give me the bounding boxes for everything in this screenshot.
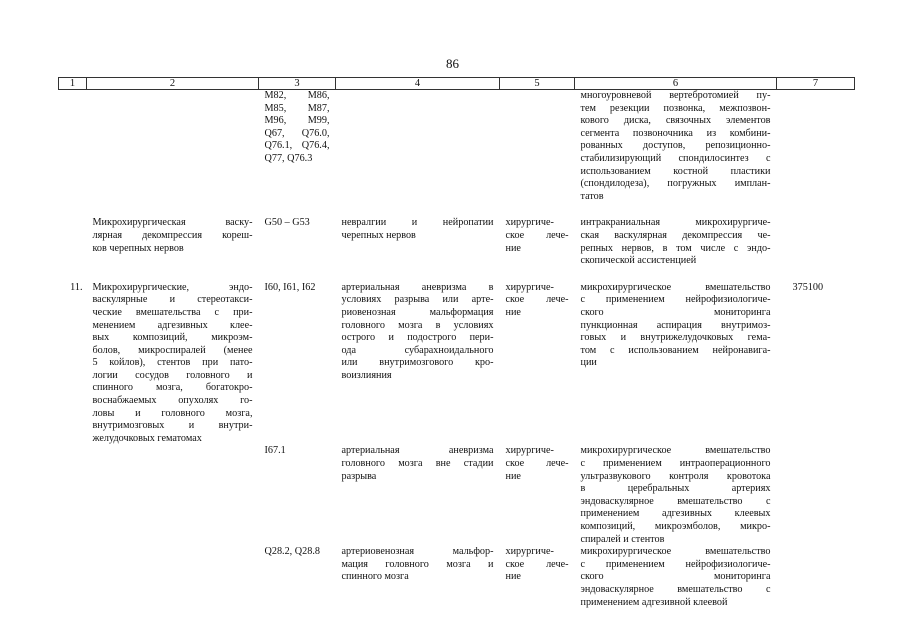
text-line: менением адгезивных клее- [92,319,253,331]
service-name-cell [87,282,259,446]
text-line: композиций, микроэмболов, микро- [580,521,771,532]
text-line: татов [580,190,604,202]
price-cell [777,546,855,609]
treatment-method-cell [575,217,777,267]
text-line: воснабжаемых опухолях го- [92,395,253,407]
text-line: артериальная аневризма [341,445,494,457]
text-line: вых композиций, микроэм- [92,332,253,344]
price-cell: 375100 [792,281,824,293]
service-name-cell [87,445,259,546]
patient-model-cell [336,546,500,609]
treatment-method-cell [575,90,777,204]
text-line: многоуровневой вертебротомией пу- [580,90,771,101]
text-line: головного мозга в условиях [341,319,494,331]
column-header: 4 [336,78,500,90]
text-line: с применением нейрофизиологиче- [580,294,771,306]
treatment-type-cell [500,217,575,267]
text-line: эндоваскулярное вмешательство с [580,583,771,595]
treatment-type-cell [500,546,575,609]
text-line: с применением нейрофизиологиче- [580,558,771,570]
text-line: спиралей и стентов [580,533,665,545]
text-line: репных нервов, в том числе с эндо- [580,242,771,254]
column-header: 7 [777,78,855,90]
treatment-method-cell [575,546,777,609]
text-line: микрохирургическое вмешательство [580,445,771,457]
text-line: хирургиче- [505,281,554,293]
service-name-cell [87,217,259,267]
text-line: ние [505,470,521,482]
text-line: сегмента позвоночника из комбини- [580,127,771,139]
patient-model-cell [336,90,500,204]
text-line: M96, M99, [264,115,330,127]
text-line: хирургиче- [505,217,554,229]
text-line: Q76.1, Q76.4, [264,140,330,152]
icd-codes-cell [259,90,336,204]
text-line: тем резекции позвонка, межпозвон- [580,102,771,114]
row-spacer [59,268,855,282]
text-line: (спондилодеза), погружных имплан- [580,178,771,190]
text-line: логии сосудов головного и [92,369,253,381]
column-header: 2 [87,78,259,90]
services-table [58,77,855,609]
text-line: ское лече- [505,294,569,306]
text-line: внутримозговых и внутри- [92,420,253,432]
page-number: 86 [446,56,459,71]
text-line: 5 койлов), стентов при пато- [92,357,253,369]
text-line: с применением интраоперационного [580,458,771,470]
service-name-cell [87,90,259,204]
text-line: разрыва [341,470,377,482]
column-header: 3 [259,78,336,90]
patient-model-cell [336,445,500,546]
price-cell [777,90,855,204]
text-line: применением адгезивной клеевой [580,596,728,608]
row-spacer [59,203,855,217]
text-line: ское лече- [505,229,569,241]
service-name-cell [87,546,259,609]
text-line: ние [505,306,521,318]
text-line: ков черепных нервов [92,242,184,254]
text-line: ского мониторинга [580,306,771,318]
text-line: в церебральных артериях [580,483,771,495]
text-line: ская васкулярная декомпрессия че- [580,229,771,241]
text-line: лярная декомпрессия кореш- [92,229,253,241]
text-line: рованных доступов, репозиционно- [580,140,771,152]
text-line: черепных нервов [341,229,416,241]
row-number-cell [59,217,87,267]
text-line: ское лече- [505,458,569,470]
text-line: интракраниальная микрохирургиче- [580,217,771,229]
patient-model-cell [336,217,500,267]
text-line: ода субарахноидального [341,344,494,356]
text-line: артериальная аневризма в [341,281,494,293]
text-line: ское лече- [505,558,569,570]
column-header: 6 [575,78,777,90]
row-number-cell: 11. [70,281,83,293]
table-row [59,546,855,609]
table-row [59,90,855,204]
text-line: невралгии и нейропатии [341,217,494,229]
text-line: головного мозга вне стадии [341,458,494,470]
text-line: I67.1 [264,445,286,457]
text-line: риовенозная мальформация [341,306,494,318]
text-line: ультразвукового контроля кровотока [580,470,771,482]
treatment-type-cell [500,282,575,446]
text-line: говых и внутрижелудочковых гема- [580,332,771,344]
treatment-method-cell [575,282,777,446]
text-line: том с использованием нейронавига- [580,344,771,356]
text-line: микрохирургическое вмешательство [580,546,771,558]
text-line: M85, M87, [264,102,330,114]
text-line: артериовенозная мальфор- [341,546,494,558]
text-line: острого и подострого пери- [341,332,494,344]
text-line: ние [505,242,521,254]
text-line: применением адгезивных клеевых [580,508,771,520]
text-line: ческие вмешательства с при- [92,306,253,318]
icd-codes-cell [259,282,336,446]
text-line: васкулярные и стереотакси- [92,294,253,306]
icd-codes-cell [259,445,336,546]
text-line: ловы и головного мозга, [92,407,253,419]
spacer-cell [59,203,855,217]
text-line: кового диска, связочных элементов [580,115,771,127]
text-line: G50 – G53 [264,217,310,229]
text-line: ции [580,357,597,369]
icd-codes-cell [259,546,336,609]
text-line: I60, I61, I62 [264,281,316,293]
table-row [59,282,855,446]
text-line: хирургиче- [505,445,554,457]
text-line: спинного мозга [341,571,409,583]
text-line: мация головного мозга и [341,558,494,570]
price-cell [777,445,855,546]
text-line: ского мониторинга [580,571,771,583]
icd-codes-cell [259,217,336,267]
row-number-cell [59,90,87,204]
text-line: воизлияния [341,369,392,381]
column-header: 5 [500,78,575,90]
text-line: скопической ассистенцией [580,255,697,267]
text-line: болов, микроспиралей (менее [92,344,253,356]
text-line: спинного мозга, богатокро- [92,382,253,394]
row-number-cell [59,546,87,609]
text-line: ние [505,571,521,583]
text-line: пункционная аспирация внутримоз- [580,319,771,331]
column-number-row [59,78,855,90]
text-line: условиях разрыва или арте- [341,294,494,306]
table-row [59,445,855,546]
text-line: M82, M86, [264,90,330,101]
table-body [59,90,855,610]
text-line: или внутримозгового кро- [341,357,494,369]
table-row [59,217,855,267]
text-line: желудочковых гематомах [92,432,202,444]
spacer-cell [59,268,855,282]
text-line: использованием костной пластики [580,165,771,177]
treatment-type-cell [500,90,575,204]
column-header: 1 [59,78,87,90]
patient-model-cell [336,282,500,446]
price-cell [777,217,855,267]
text-line: Q67, Q76.0, [264,127,330,139]
text-line: стабилизирующий спондилосинтез с [580,152,771,164]
row-number-cell [59,445,87,546]
treatment-method-cell [575,445,777,546]
text-line: эндоваскулярное вмешательство с [580,495,771,507]
text-line: хирургиче- [505,546,554,558]
text-line: микрохирургическое вмешательство [580,281,771,293]
treatment-type-cell [500,445,575,546]
text-line: Микрохирургическая васку- [92,217,253,229]
text-line: Q28.2, Q28.8 [264,546,320,558]
text-line: Микрохирургические, эндо- [92,281,253,293]
text-line: Q77, Q76.3 [264,152,313,164]
